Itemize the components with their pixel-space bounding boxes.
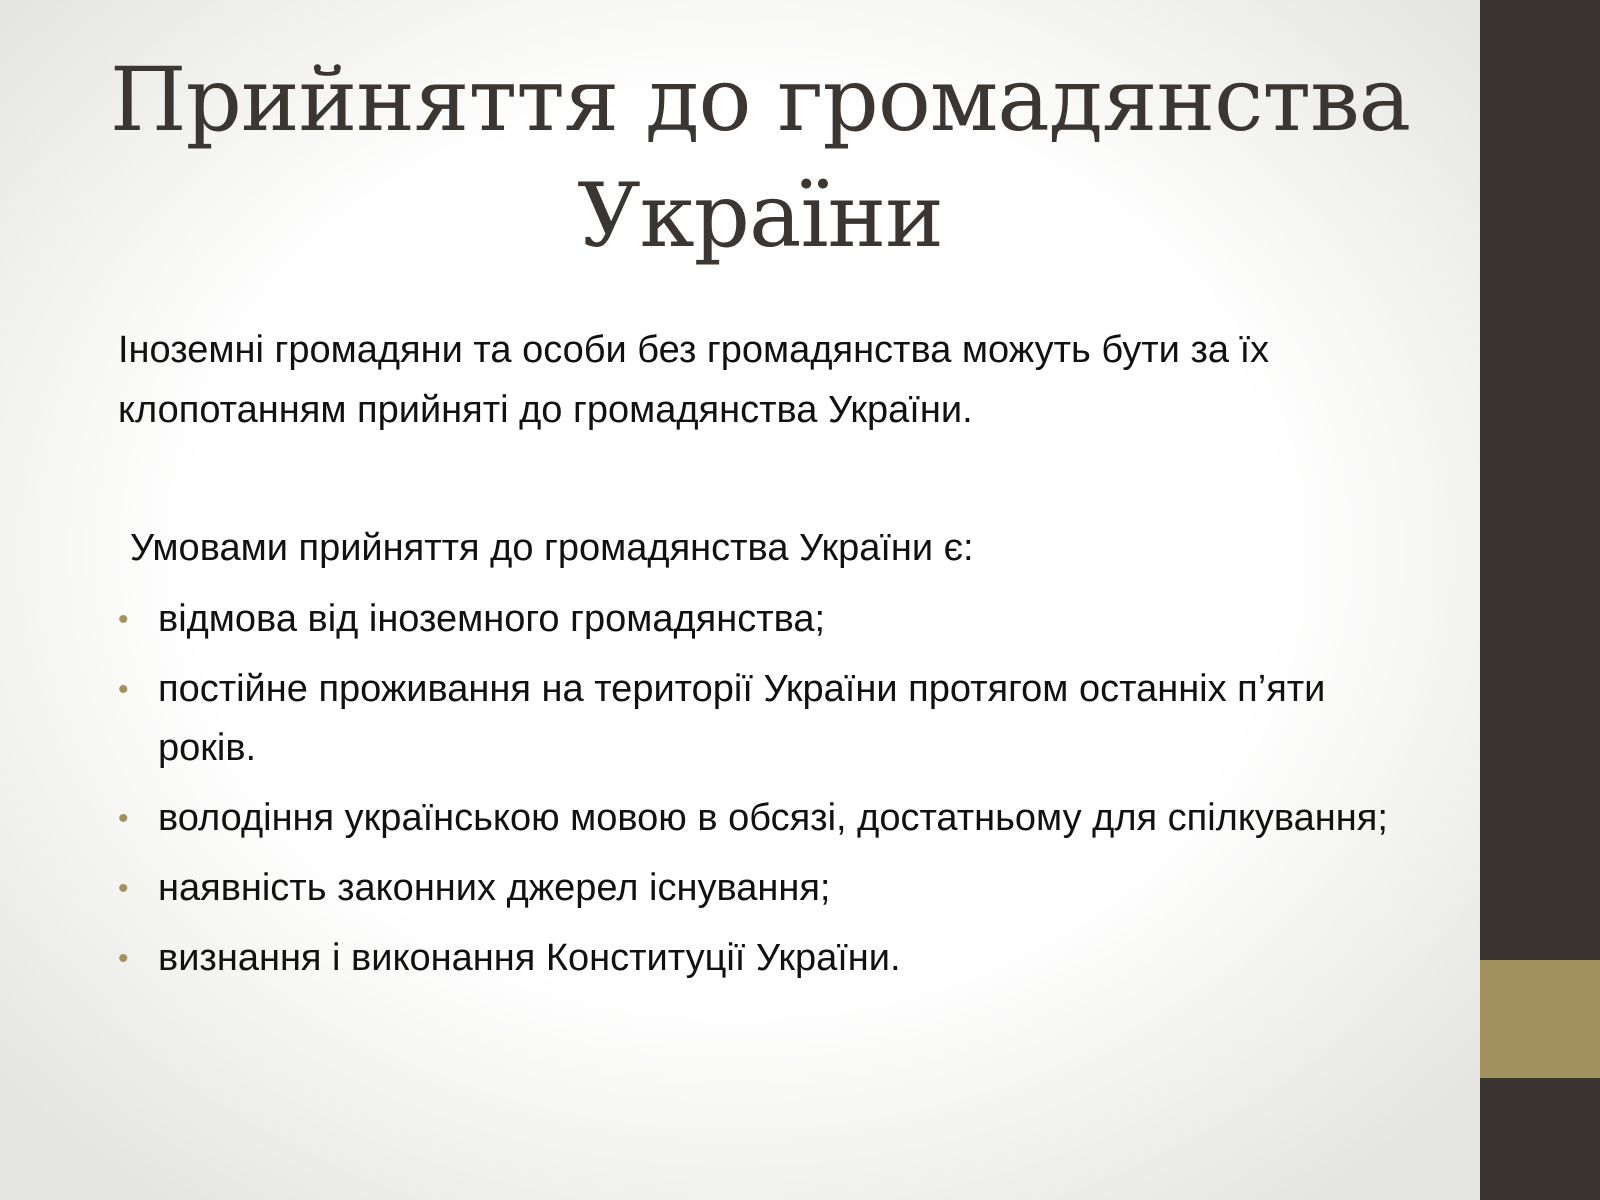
condition-text: визнання і виконання Конституції України. [158, 937, 901, 979]
condition-text: постійне проживання на території України протягом останніх п’яти років. [158, 668, 1326, 769]
condition-text: володіння українською мовою в обсязі, достатньому для спілкування; [158, 797, 1388, 839]
list-item [118, 590, 1418, 649]
intro-paragraph: Іноземні громадяни та особи без громадянства можуть бути за їх клопотанням прийняті до громадянства України. [118, 329, 1270, 431]
bullet-icon: • [118, 872, 129, 905]
bullet-icon: • [118, 603, 129, 636]
list-item [118, 660, 1418, 778]
conditions-heading: Умовами прийняття до громадянства України є: [130, 527, 974, 569]
list-item [118, 789, 1418, 848]
conditions-list [118, 590, 1418, 999]
list-item [118, 929, 1418, 988]
side-accent-block [1480, 960, 1600, 1078]
bullet-icon: • [118, 942, 129, 975]
condition-text: наявність законних джерел існування; [158, 867, 831, 909]
slide-title: Прийняття до громадянства України [109, 48, 1411, 267]
bullet-icon: • [118, 802, 129, 835]
list-item [118, 859, 1418, 918]
bullet-icon: • [118, 673, 129, 706]
condition-text: відмова від іноземного громадянства; [158, 598, 826, 640]
